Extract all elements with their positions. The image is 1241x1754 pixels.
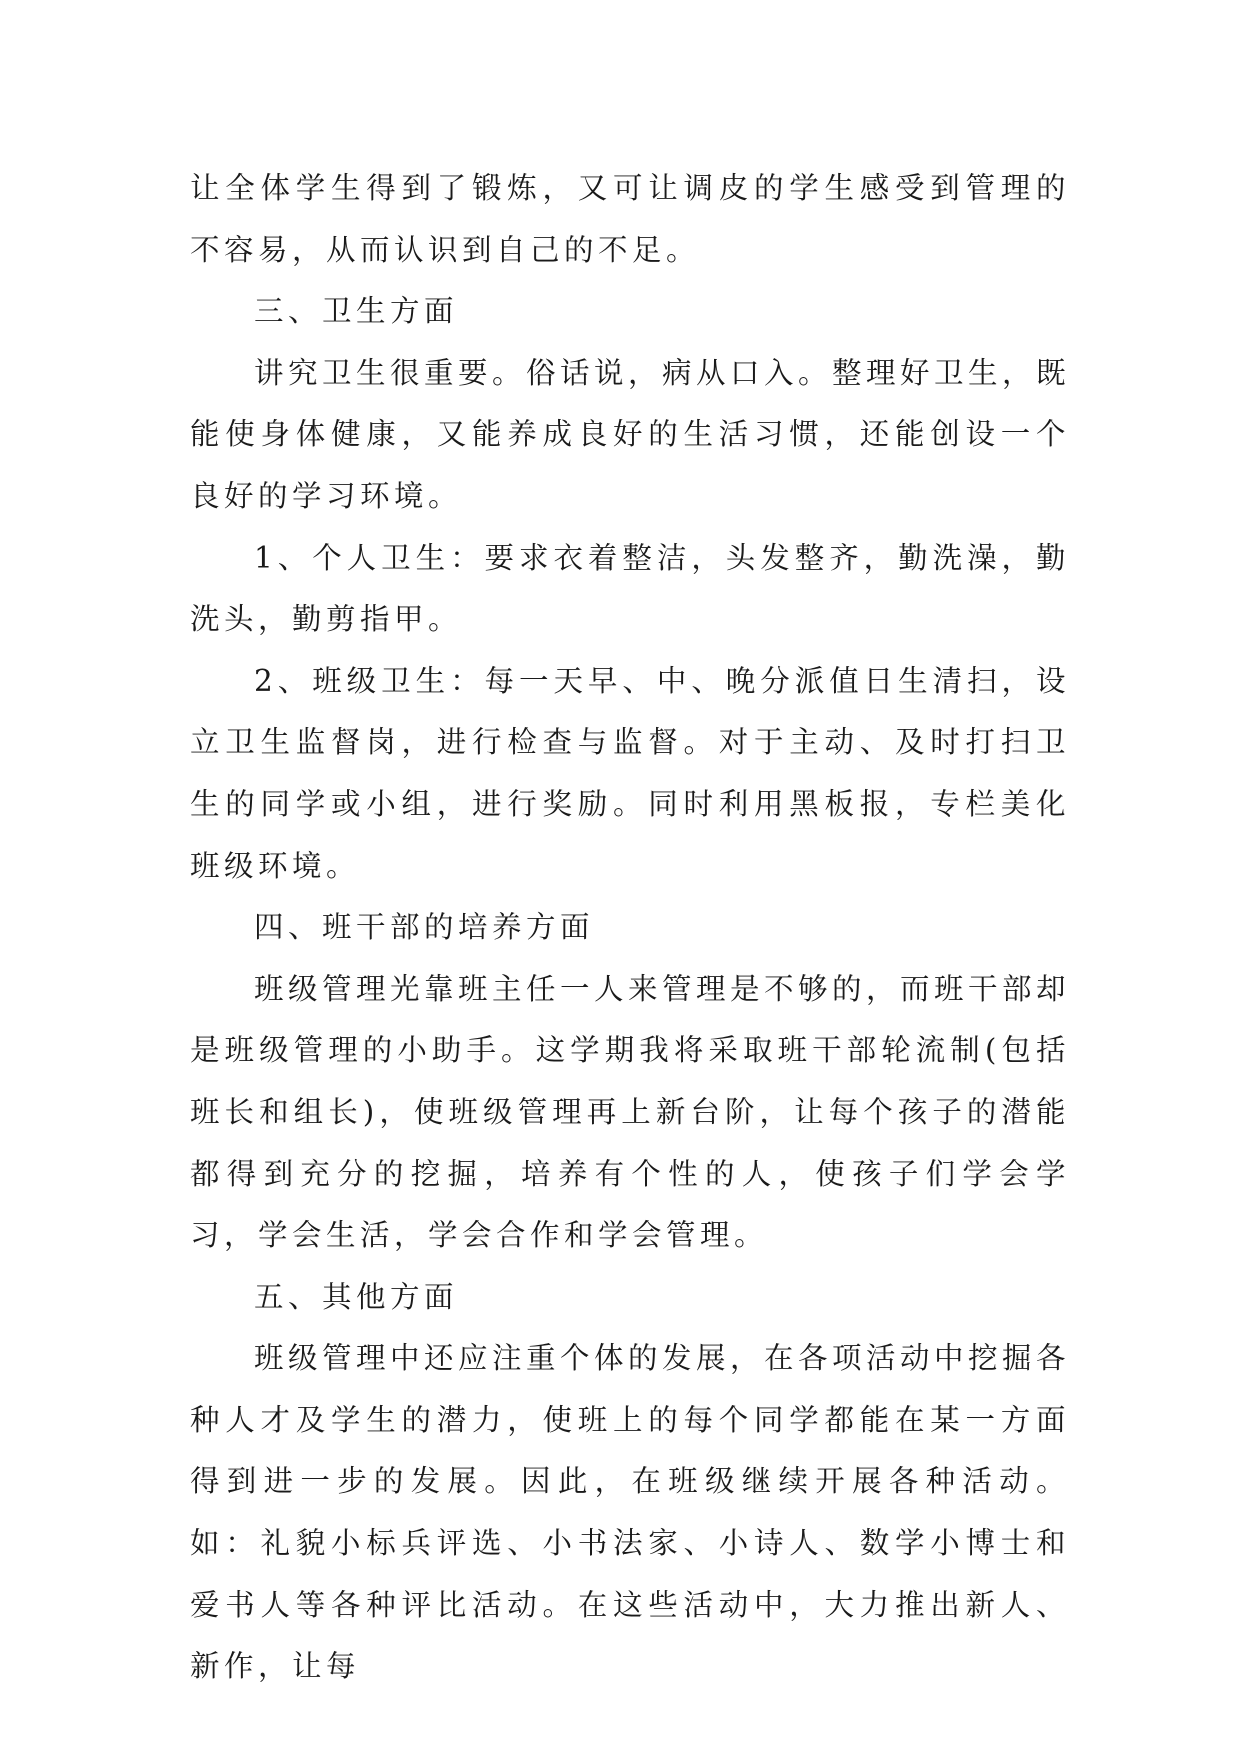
paragraph-class-hygiene: 2、班级卫生：每一天早、中、晚分派值日生清扫，设立卫生监督岗，进行检查与监督。对于主动、及时打扫卫生的同学或小组，进行奖励。同时利用黑板报，专栏美化班级环境。: [190, 663, 1070, 883]
section-heading-other: 五、其他方面: [254, 1279, 459, 1314]
paragraph-class-cadre: 班级管理光靠班主任一人来管理是不够的，而班干部却是班级管理的小助手。这学期我将采取班干部轮流制(包括班长和组长)，使班级管理再上新台阶，让每个孩子的潜能都得到充分的挖掘，培养有个性的人，使孩子们学会学习，学会生活，学会合作和学会管理。: [190, 971, 1071, 1253]
paragraph-other: 班级管理中还应注重个体的发展，在各项活动中挖掘各种人才及学生的潜力，使班上的每个同学都能在某一方面得到进一步的发展。因此，在班级继续开展各种活动。如：礼貌小标兵评选、小书法家、小诗人、数学小博士和爱书人等各种评比活动。在这些活动中，大力推出新人、新作，让每: [190, 1341, 1071, 1684]
document-body: [190, 158, 1070, 1698]
paragraph-continuation: 让全体学生得到了锻炼，又可让调皮的学生感受到管理的不容易，从而认识到自己的不足。: [190, 171, 1070, 267]
section-heading-class-cadre: 四、班干部的培养方面: [254, 910, 595, 945]
paragraph-personal-hygiene: 1、个人卫生：要求衣着整洁，头发整齐，勤洗澡，勤洗头，勤剪指甲。: [190, 540, 1070, 637]
paragraph-hygiene-intro: 讲究卫生很重要。俗话说，病从口入。整理好卫生，既能使身体健康，又能养成良好的生活习惯，还能创设一个良好的学习环境。: [190, 355, 1071, 513]
section-heading-hygiene: 三、卫生方面: [254, 294, 459, 329]
